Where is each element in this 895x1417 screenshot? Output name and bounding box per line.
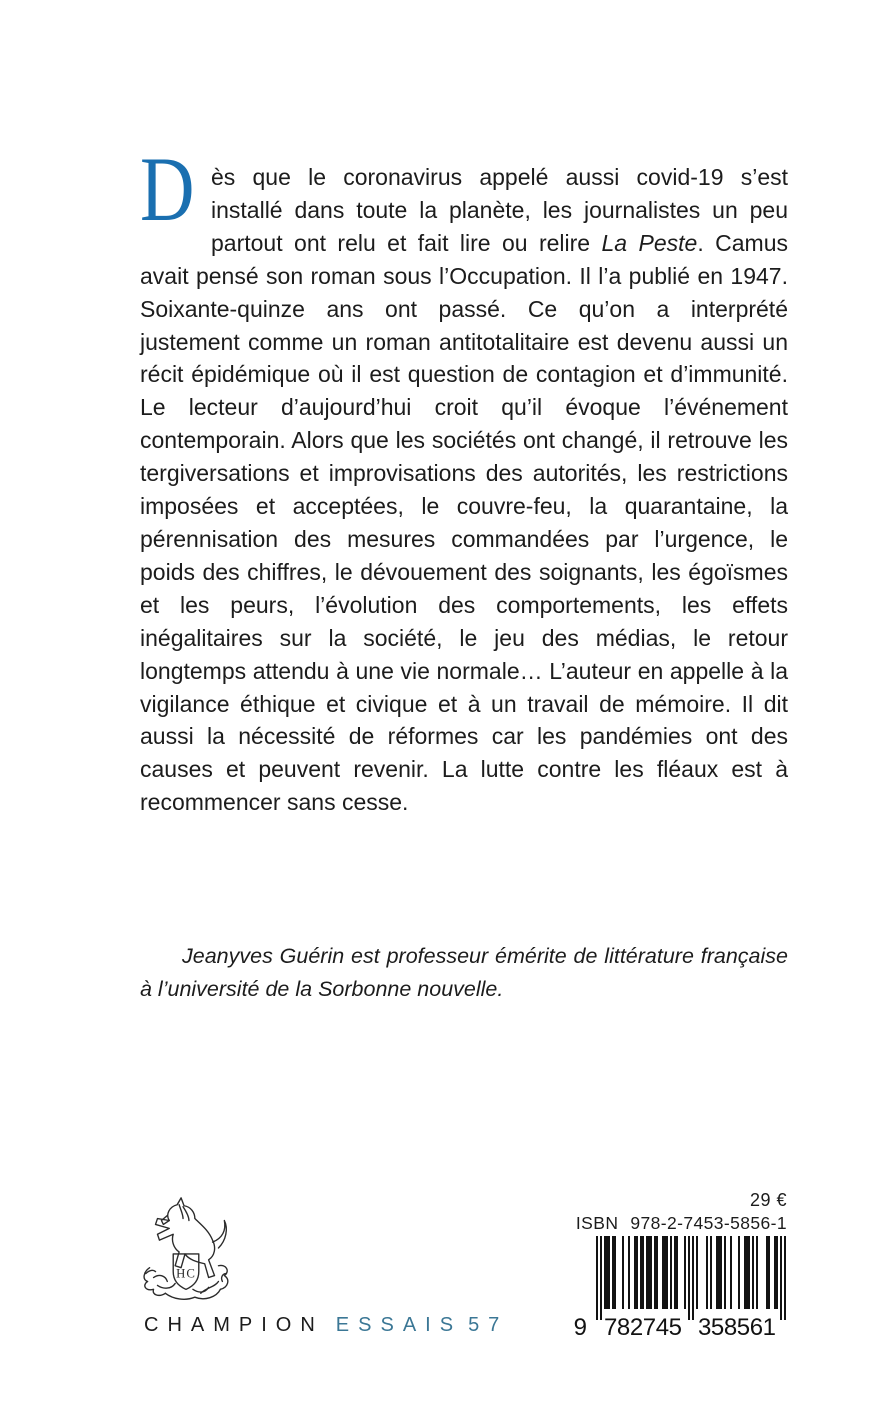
publisher-name: CHAMPION bbox=[144, 1314, 324, 1336]
author-bio: Jeanyves Guérin est professeur émérite de littérature française à l’université de la Sorbonne nouvelle. bbox=[140, 943, 788, 1001]
logo-monogram: HC bbox=[176, 1266, 196, 1281]
book-title: La Peste bbox=[601, 229, 698, 256]
synopsis-paragraph bbox=[140, 138, 789, 819]
synopsis-text-after-title: . Camus avait pensé son roman sous l’Occupation. Il l’a publié en 1947. Soixante-quinze ans ont passé. Ce qu’on a interprété justement comme un roman antitotalitaire est devenu aussi un récit épidémique où il est question de contagion et d’immunité. Le lecteur d’aujourd’hui croit qu’il évoque l’événement contemporain. Alors que les sociétés ont changé, il retrouve les tergiversations et improvisations des autorités, les restrictions imposées et acceptées, le couvre-feu, la quarantaine, la pérennisation des mesures commandées par l’urgence, le poids des chiffres, le dévouement des soignants, les égoïsmes et les peurs, l’évolution des comportements, les effets inégalitaires sur la société, le jeu des médias, le retour longtemps attendu à une vie normale… L’auteur en appelle à la vigilance éthique et civique et à un travail de mémoire. Il dit aussi la nécessité de réformes car les pandémies ont des causes et peuvent revenir. La lutte contre les fléaux est à recommencer sans cesse. bbox=[140, 229, 789, 816]
collection-number: 57 bbox=[468, 1314, 509, 1336]
svg-text:358561: 358561 bbox=[698, 1314, 776, 1338]
isbn-number: 978-2-7453-5856-1 bbox=[630, 1213, 787, 1233]
svg-text:782745: 782745 bbox=[604, 1314, 682, 1338]
drop-cap: D bbox=[140, 138, 195, 240]
isbn-line bbox=[576, 1213, 787, 1234]
price-label: 29 € bbox=[749, 1190, 787, 1210]
svg-text:9: 9 bbox=[573, 1314, 587, 1338]
ean13-barcode bbox=[566, 1236, 788, 1338]
rearing-horse-icon bbox=[130, 1191, 242, 1309]
publisher-logo bbox=[130, 1191, 242, 1309]
isbn-label: ISBN bbox=[575, 1213, 619, 1233]
synopsis-text-before-title: ès que le coronavirus appelé aussi covid-19 s’est installé dans toute la planète, les journalistes un peu partout ont relu et fait lire ou relire bbox=[211, 164, 788, 256]
imprint-line bbox=[144, 1314, 508, 1337]
collection-name: ESSAIS bbox=[335, 1314, 463, 1336]
